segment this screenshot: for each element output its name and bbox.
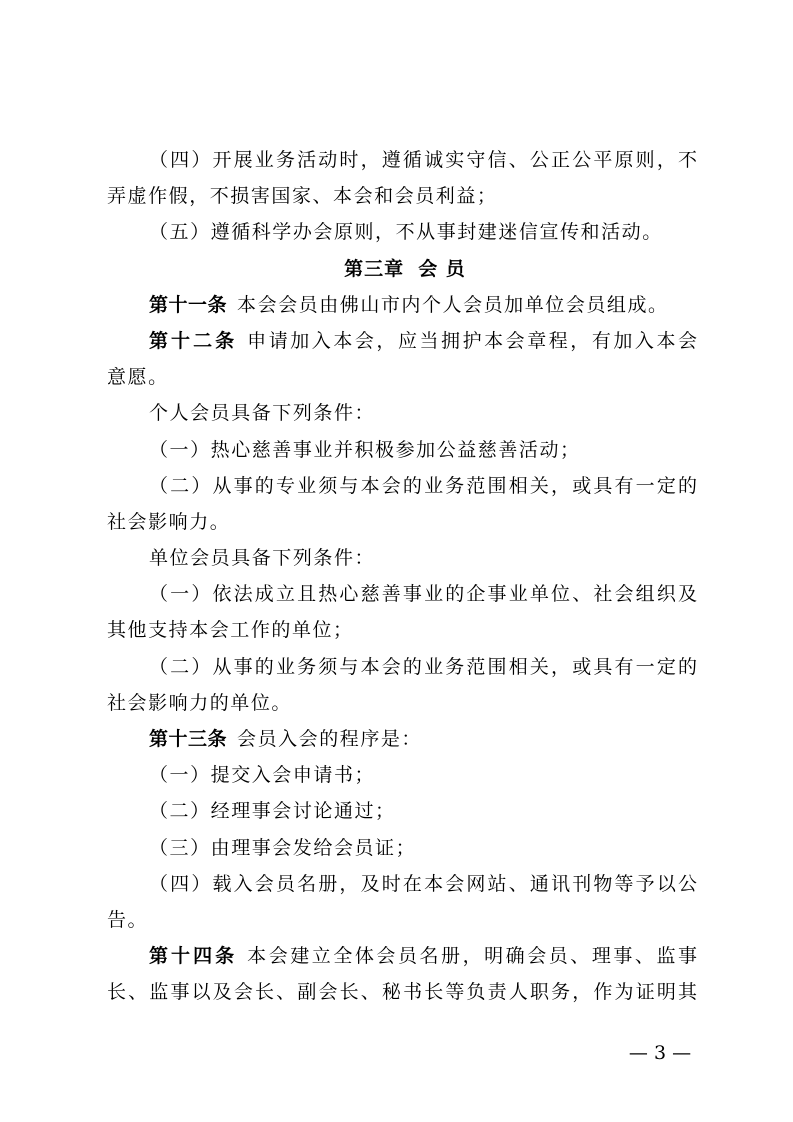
line-text: 社会影响力。 (107, 510, 231, 533)
line-text: 本会建立全体会员名册，明确会员、理事、监事 (247, 945, 697, 968)
line-text: 告。 (107, 908, 149, 931)
line-text: （一）提交入会申请书； (149, 764, 376, 787)
line-text: （二）从事的业务须与本会的业务范围相关，或具有一定的 (149, 655, 697, 678)
article-label: 第十四条 (149, 945, 238, 968)
line-text: （三）由理事会发给会员证； (149, 836, 417, 859)
article-line (107, 287, 697, 323)
line-text: 个人会员具备下列条件： (149, 402, 376, 425)
paragraph-line (107, 757, 697, 793)
chapter-number: 第三章 (344, 257, 405, 280)
line-text: 意愿。 (107, 366, 169, 389)
paragraph-line (107, 468, 697, 504)
line-text: （二）经理事会讨论通过； (149, 800, 396, 823)
chapter-heading (107, 251, 697, 287)
document-body (107, 142, 697, 1011)
line-text: （一）依法成立且热心慈善事业的企事业单位、社会组织及 (149, 583, 697, 606)
paragraph-line (107, 540, 697, 576)
page-number: — 3 — (628, 1042, 692, 1064)
line-text: （二）从事的专业须与本会的业务范围相关，或具有一定的 (149, 474, 697, 497)
article-label: 第十三条 (149, 728, 228, 750)
line-text: 本会会员由佛山市内个人会员加单位会员组成。 (237, 293, 669, 316)
paragraph-line (107, 612, 697, 648)
paragraph-line (107, 178, 697, 214)
paragraph-line (107, 830, 697, 866)
article-line (107, 323, 697, 359)
line-text: 单位会员具备下列条件： (149, 547, 376, 570)
paragraph-line (107, 576, 697, 612)
line-text: 申请加入本会，应当拥护本会章程，有加入本会 (247, 329, 697, 352)
line-text: （四）开展业务活动时，遵循诚实守信、公正公平原则，不 (149, 149, 697, 171)
article-line (107, 721, 697, 757)
line-text: （四）载入会员名册，及时在本会网站、通讯刊物等予以公 (149, 872, 697, 895)
article-label: 第十一条 (149, 293, 228, 316)
article-label: 第十二条 (149, 329, 238, 352)
paragraph-line (107, 902, 697, 938)
paragraph-line (107, 395, 697, 431)
line-text: （一）热心慈善事业并积极参加公益慈善活动； (149, 438, 581, 461)
line-text: 其他支持本会工作的单位； (107, 619, 354, 642)
line-text: 长、监事以及会长、副会长、秘书长等负责人职务，作为证明其 (107, 981, 697, 1004)
line-text: 社会影响力的单位。 (107, 691, 292, 714)
paragraph-line (107, 214, 697, 250)
paragraph-line (107, 142, 697, 178)
line-text: 会员入会的程序是： (237, 728, 422, 750)
paragraph-line (107, 359, 697, 395)
chapter-title: 会 员 (418, 257, 466, 280)
line-text: 弄虚作假，不损害国家、本会和会员利益； (107, 185, 498, 208)
paragraph-line (107, 793, 697, 829)
paragraph-line (107, 685, 697, 721)
paragraph-line (107, 649, 697, 685)
paragraph-line (107, 432, 697, 468)
paragraph-line (107, 866, 697, 902)
line-text: （五）遵循科学办会原则，不从事封建迷信宣传和活动。 (149, 221, 663, 244)
article-line (107, 938, 697, 974)
paragraph-line (107, 974, 697, 1010)
paragraph-line (107, 504, 697, 540)
